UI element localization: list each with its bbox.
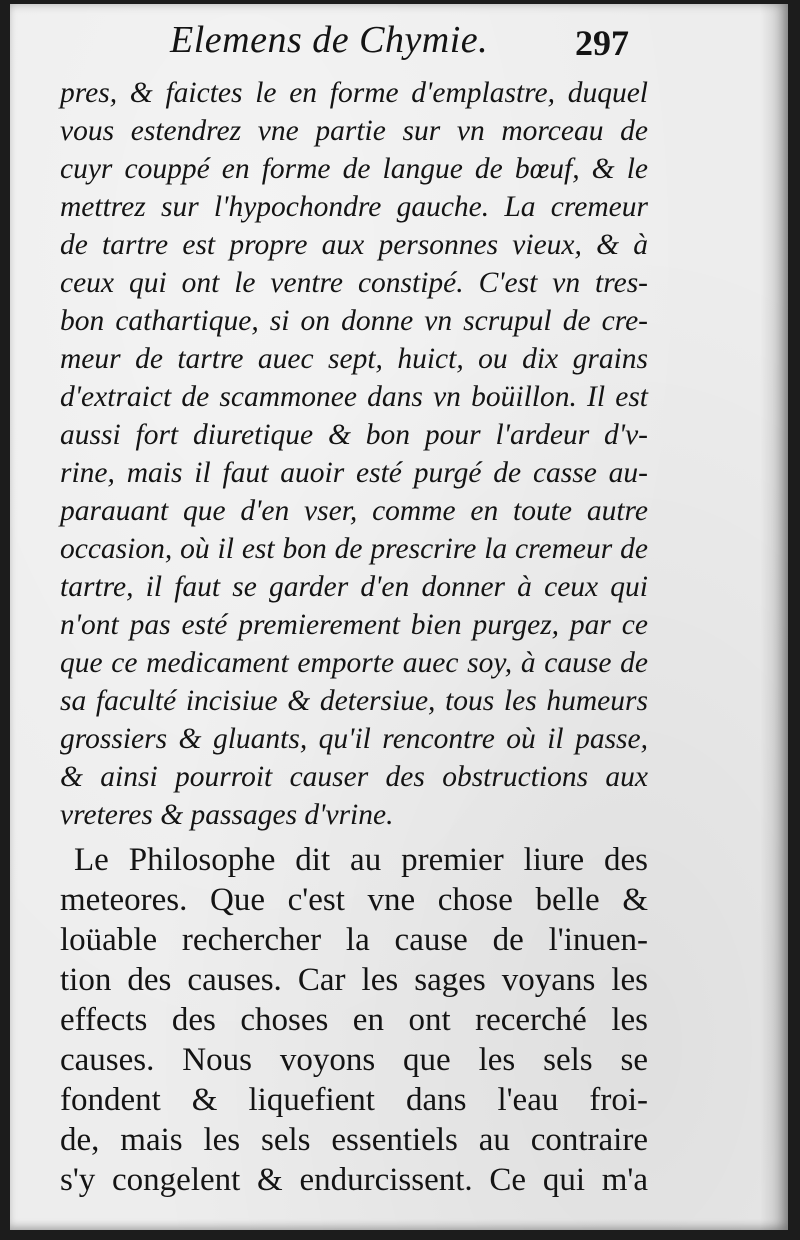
running-title: Elemens de Chymie. — [170, 19, 489, 61]
text-line: loüable rechercher la cause de l'inuen- — [60, 922, 648, 958]
page-header — [10, 12, 788, 72]
text-line: fondent & liquefient dans l'eau froi- — [60, 1082, 648, 1118]
text-line: tartre, il faut se garder d'en donner à ceux qui — [60, 571, 648, 603]
text-line: parauant que d'en vser, comme en toute autre — [60, 495, 648, 527]
text-line: tion des causes. Car les sages voyans les — [60, 962, 648, 998]
text-line: Le Philosophe dit au premier liure des — [74, 842, 648, 878]
text-line: meur de tartre auec sept, huict, ou dix grains — [60, 343, 648, 375]
text-line: de, mais les sels essentiels au contraire — [60, 1122, 648, 1158]
text-line: que ce medicament emporte auec soy, à cause de — [60, 647, 648, 679]
text-line: & ainsi pourroit causer des obstructions aux — [60, 761, 648, 793]
page-gutter-shadow — [760, 4, 788, 1230]
text-line: causes. Nous voyons que les sels se — [60, 1042, 648, 1078]
text-line: s'y congelent & endurcissent. Ce qui m'a — [60, 1162, 648, 1198]
text-line: pres, & faictes le en forme d'emplastre, duquel — [60, 77, 648, 109]
text-line: occasion, où il est bon de prescrire la cremeur de — [60, 533, 648, 565]
text-line: de tartre est propre aux personnes vieux, & à — [60, 229, 648, 261]
text-line: mettrez sur l'hypochondre gauche. La cremeur — [60, 191, 648, 223]
text-line: vous estendrez vne partie sur vn morceau de — [60, 115, 648, 147]
document-page — [10, 4, 788, 1230]
text-line: d'extraict de scammonee dans vn boüillon. Il est — [60, 381, 648, 413]
text-line: effects des choses en ont recerché les — [60, 1002, 648, 1038]
text-line: cuyr couppé en forme de langue de bœuf, & le — [60, 153, 648, 185]
text-line: rine, mais il faut auoir esté purgé de casse au- — [60, 457, 648, 489]
page-number: 297 — [575, 23, 629, 63]
text-line: grossiers & gluants, qu'il rencontre où il passe, — [60, 723, 648, 755]
text-line: n'ont pas esté premierement bien purgez, par ce — [60, 609, 648, 641]
text-line: aussi fort diuretique & bon pour l'ardeur d'v- — [60, 419, 648, 451]
text-line: vreteres & passages d'vrine. — [60, 799, 394, 831]
text-line: meteores. Que c'est vne chose belle & — [60, 882, 648, 918]
text-line: sa faculté incisiue & detersiue, tous les humeurs — [60, 685, 648, 717]
text-line: ceux qui ont le ventre constipé. C'est vn tres- — [60, 267, 648, 299]
text-line: bon cathartique, si on donne vn scrupul de cre- — [60, 305, 648, 337]
